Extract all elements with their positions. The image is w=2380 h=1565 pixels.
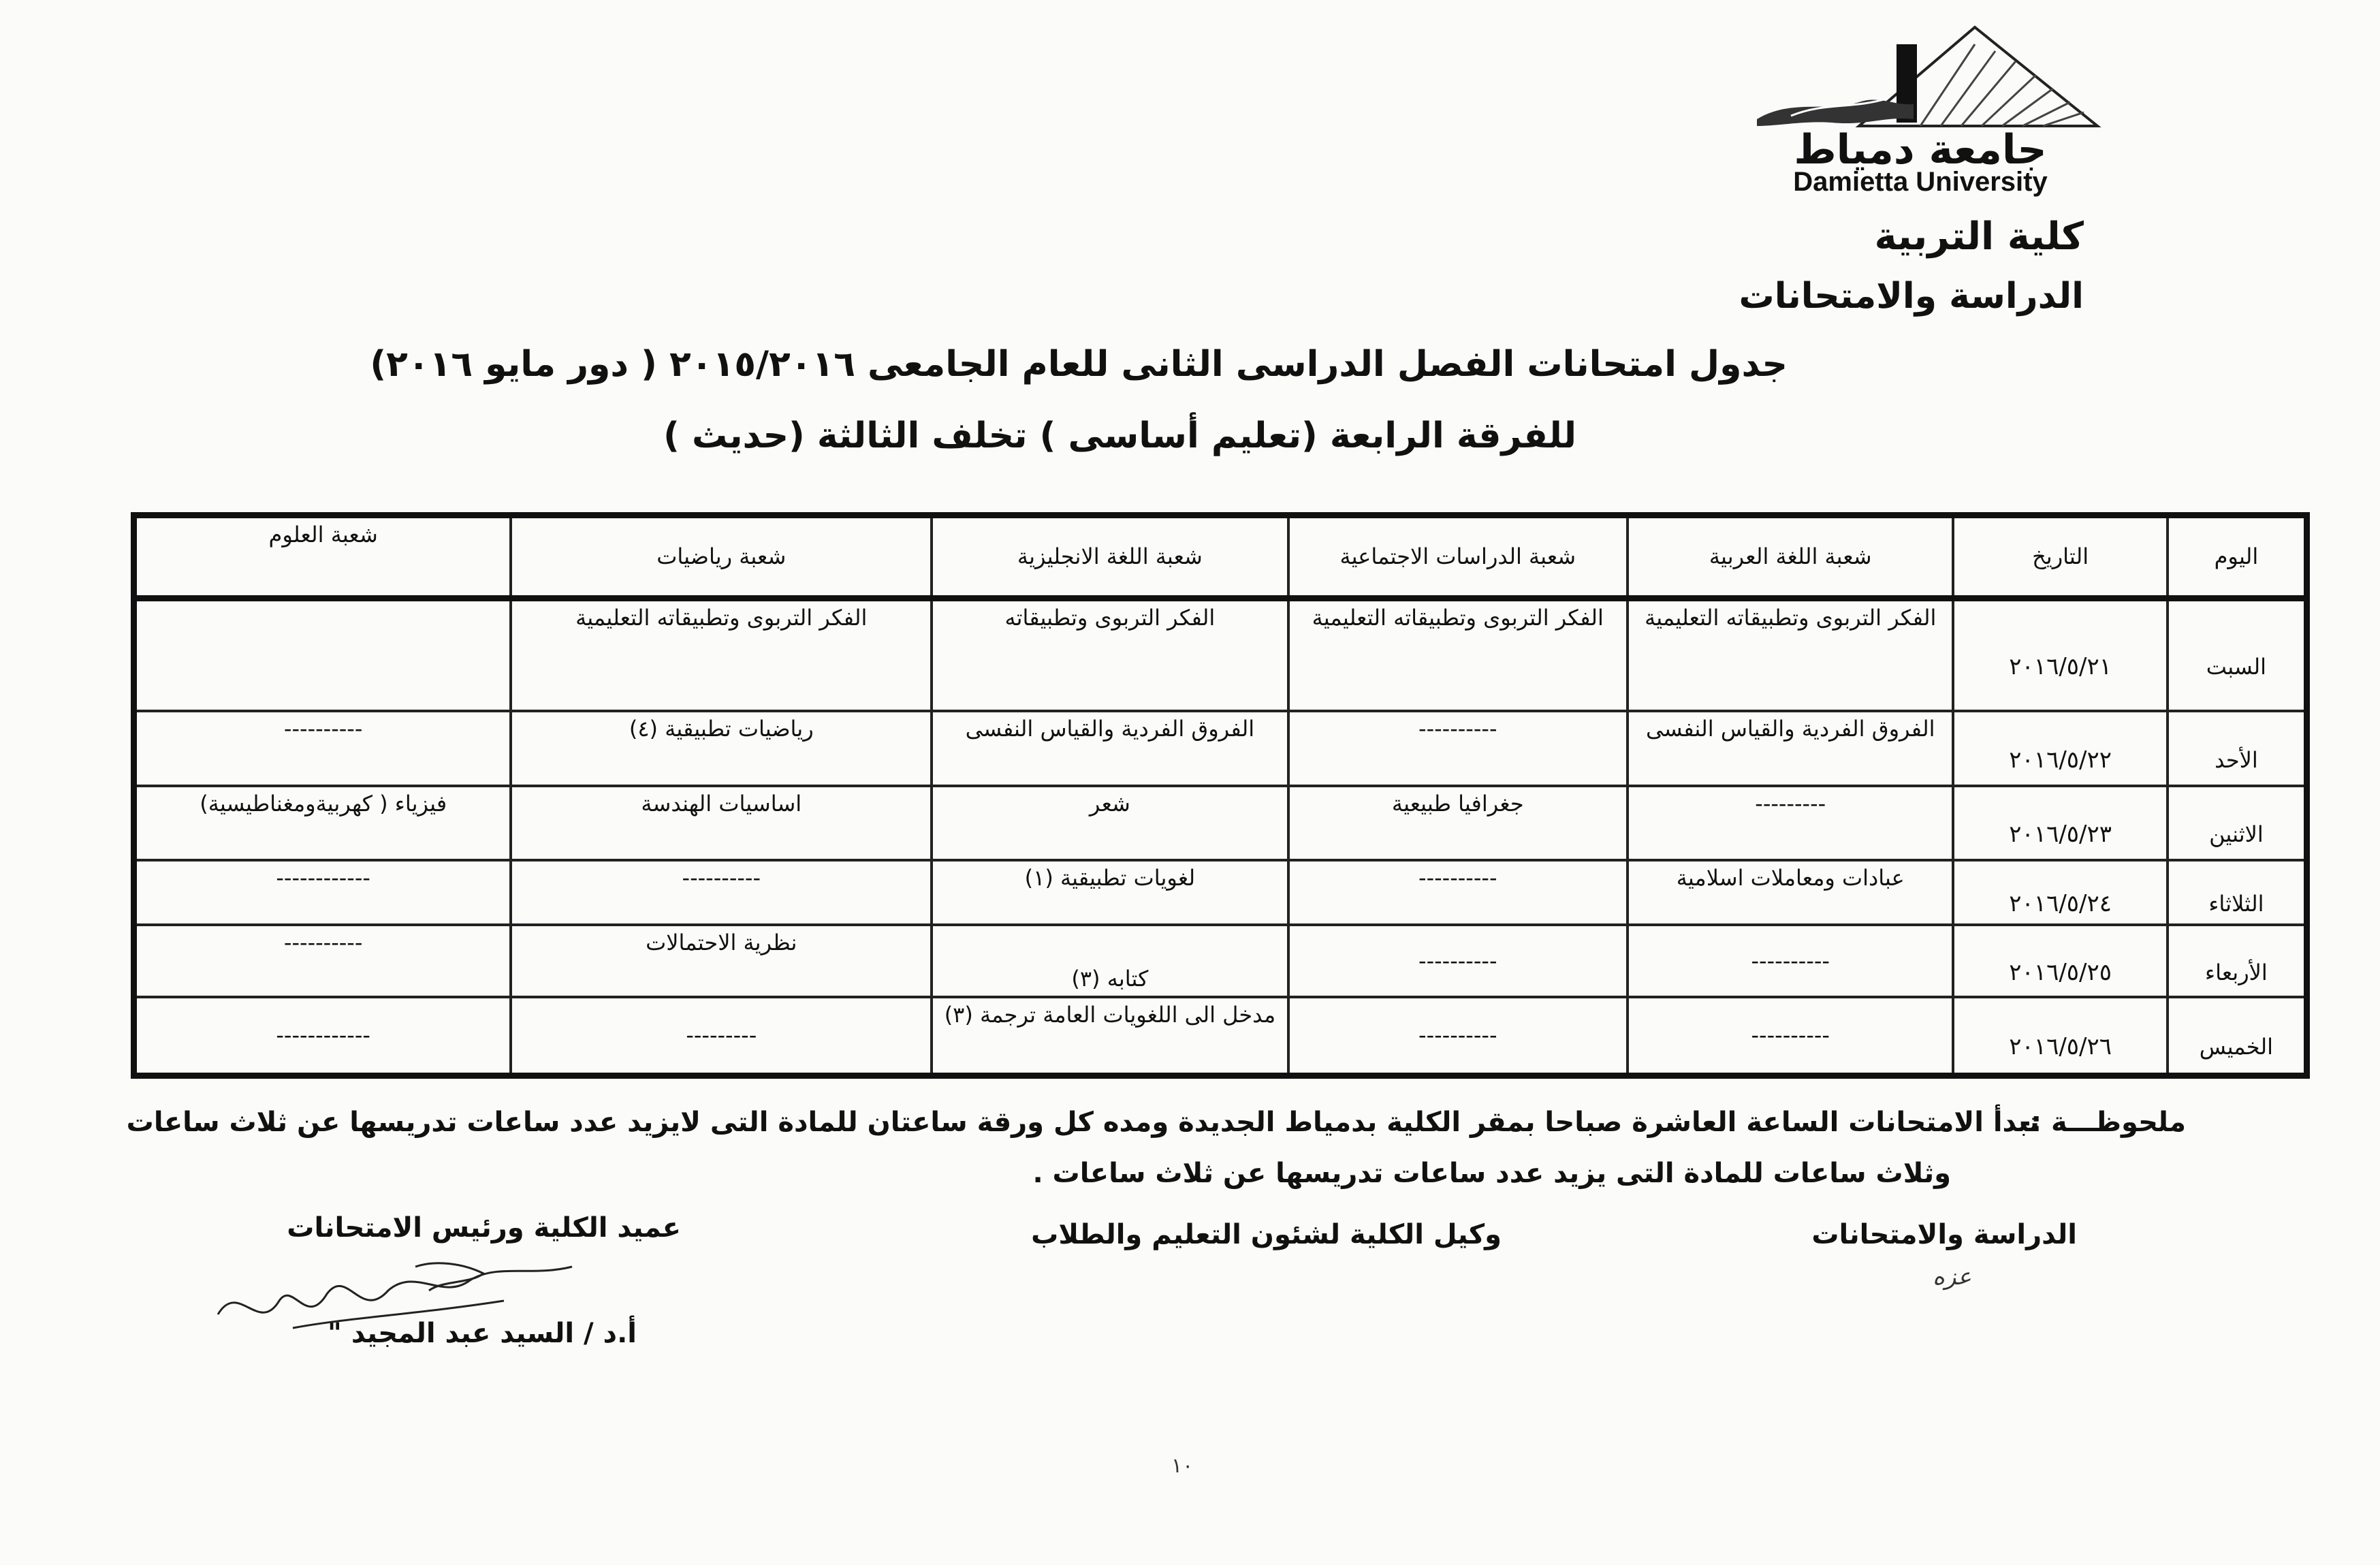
- university-name-english: Damietta University: [1793, 167, 2048, 197]
- cell-math: اساسيات الهندسة: [511, 786, 932, 860]
- exams-office-signature: عزه: [1933, 1263, 1971, 1291]
- cell-math: نظرية الاحتمالات: [511, 925, 932, 997]
- cell-date: ٢٠١٦/٥/٢٥: [1953, 925, 2167, 997]
- cell-social: الفكر التربوى وتطبيقاته التعليمية: [1288, 598, 1628, 711]
- cell-date: ٢٠١٦/٥/٢٦: [1953, 997, 2167, 1076]
- cell-social: ----------: [1288, 925, 1628, 997]
- signature-dean-name: أ.د / السيد عبد المجيد ": [328, 1318, 637, 1349]
- faculty-name: كلية التربية: [1874, 215, 2084, 259]
- header-arabic: شعبة اللغة العربية: [1628, 516, 1954, 599]
- cell-date: ٢٠١٦/٥/٢١: [1953, 598, 2167, 711]
- cell-arabic: عبادات ومعاملات اسلامية: [1628, 860, 1954, 925]
- cell-math: الفكر التربوى وتطبيقاته التعليمية: [511, 598, 932, 711]
- header-social-studies: شعبة الدراسات الاجتماعية: [1288, 516, 1628, 599]
- signature-exams-office: الدراسة والامتحانات: [1811, 1219, 2077, 1250]
- signature-dean-title: عميد الكلية ورئيس الامتحانات: [287, 1212, 681, 1244]
- table-row: [134, 711, 2307, 787]
- table-row: [134, 860, 2307, 925]
- cell-english: لغويات تطبيقية (١): [932, 860, 1288, 925]
- signature-vice-dean: وكيل الكلية لشئون التعليم والطلاب: [1031, 1219, 1502, 1250]
- header-math: شعبة رياضيات: [511, 516, 932, 599]
- cell-arabic: ---------: [1628, 786, 1954, 860]
- cell-social: ----------: [1288, 997, 1628, 1076]
- cell-arabic: الفروق الفردية والقياس النفسى: [1628, 711, 1954, 787]
- cell-date: ٢٠١٦/٥/٢٢: [1953, 711, 2167, 787]
- cell-date: ٢٠١٦/٥/٢٣: [1953, 786, 2167, 860]
- cell-day: الأحد: [2168, 711, 2307, 787]
- note-line-2: وثلاث ساعات للمادة التى يزيد عدد ساعات تدريسها عن ثلاث ساعات .: [1032, 1158, 1951, 1189]
- header-science: شعبة العلوم: [134, 516, 511, 599]
- cell-science: ----------: [134, 925, 511, 997]
- cell-science: [134, 598, 511, 711]
- page-number: ١٠: [1171, 1454, 1194, 1478]
- cell-math: ---------: [511, 997, 932, 1076]
- cell-day: الاثنين: [2168, 786, 2307, 860]
- cell-english: شعر: [932, 786, 1288, 860]
- cell-english: كتابه (٣): [932, 925, 1288, 997]
- cell-science: فيزياء ( كهربيةومغناطيسية): [134, 786, 511, 860]
- schedule-title: جدول امتحانات الفصل الدراسى الثانى للعام الجامعى ٢٠١٥/٢٠١٦ ( دور مايو ٢٠١٦): [370, 344, 1788, 385]
- cell-arabic: ----------: [1628, 997, 1954, 1076]
- cell-english: الفروق الفردية والقياس النفسى: [932, 711, 1288, 787]
- cell-date: ٢٠١٦/٥/٢٤: [1953, 860, 2167, 925]
- cell-social: ----------: [1288, 860, 1628, 925]
- cell-science: ------------: [134, 997, 511, 1076]
- cell-math: رياضيات تطبيقية (٤): [511, 711, 932, 787]
- cell-day: الثلاثاء: [2168, 860, 2307, 925]
- schedule-subtitle: للفرقة الرابعة (تعليم أساسى ) تخلف الثالثة (حديث ): [663, 415, 1576, 456]
- cell-day: الأربعاء: [2168, 925, 2307, 997]
- table-row: [134, 598, 2307, 711]
- cell-arabic: ----------: [1628, 925, 1954, 997]
- cell-arabic: الفكر التربوى وتطبيقاته التعليمية: [1628, 598, 1954, 711]
- cell-english: مدخل الى اللغويات العامة ترجمة (٣): [932, 997, 1288, 1076]
- note-line-1: تبدأ الامتحانات الساعة العاشرة صباحا بمقر الكلية بدمياط الجديدة ومده كل ورقة ساعتان للمادة التى لايزيد عدد ساعات تدريسها عن ثلاث ساعات: [126, 1107, 2040, 1138]
- table-row: [134, 997, 2307, 1076]
- table-header-row: [134, 516, 2307, 599]
- cell-social: جغرافيا طبيعية: [1288, 786, 1628, 860]
- cell-science: ----------: [134, 711, 511, 787]
- cell-science: ------------: [134, 860, 511, 925]
- exam-schedule-table: [131, 512, 2310, 1079]
- header-day: اليوم: [2168, 516, 2307, 599]
- cell-day: السبت: [2168, 598, 2307, 711]
- table-row: [134, 925, 2307, 997]
- table-row: [134, 786, 2307, 860]
- header-date: التاريخ: [1953, 516, 2167, 599]
- cell-social: ----------: [1288, 711, 1628, 787]
- handwritten-signature: [211, 1253, 579, 1355]
- university-name-arabic: جامعة دمياط: [1794, 126, 2047, 174]
- department-name: الدراسة والامتحانات: [1739, 276, 2084, 317]
- cell-math: ----------: [511, 860, 932, 925]
- cell-day: الخميس: [2168, 997, 2307, 1076]
- cell-english: الفكر التربوى وتطبيقاته: [932, 598, 1288, 711]
- header-english: شعبة اللغة الانجليزية: [932, 516, 1288, 599]
- note-label: ملحوظـــة :-: [2019, 1107, 2186, 1138]
